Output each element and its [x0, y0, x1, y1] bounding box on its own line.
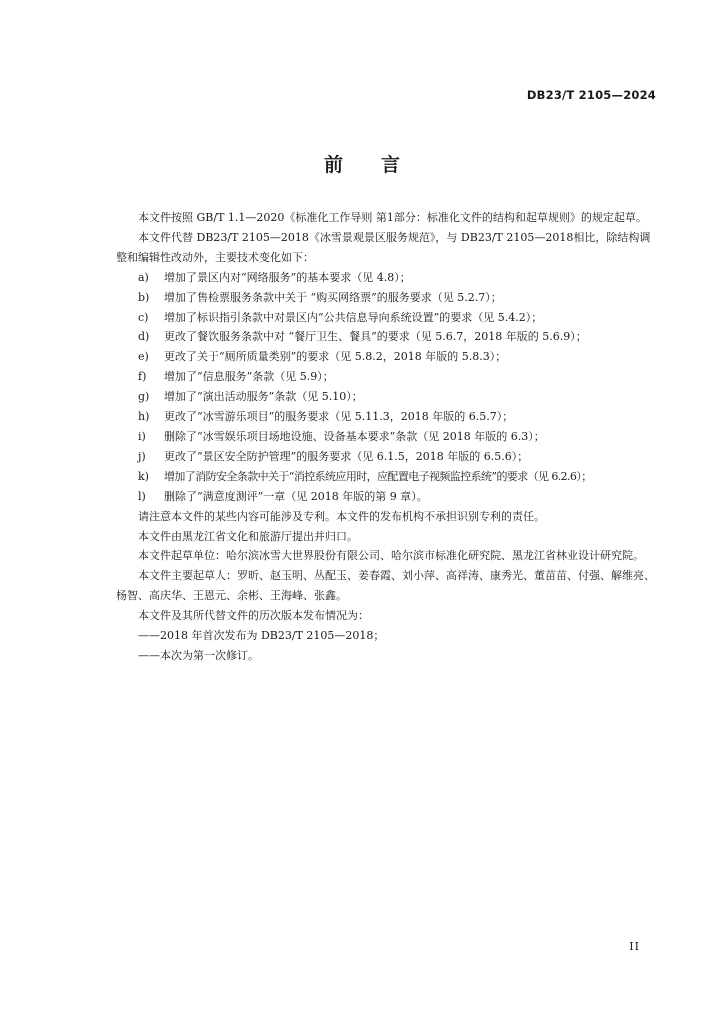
list-item: [116, 327, 656, 347]
list-item: [116, 387, 656, 407]
list-item-text: 删除了“满意度测评”一章（见 2018 年版的第 9 章）。: [164, 489, 428, 503]
list-item: [116, 268, 656, 288]
list-item-text: 增加了标识指引条款中对景区内“公共信息导向系统设置”的要求（见 5.4.2）；: [164, 310, 543, 324]
list-item: [116, 288, 656, 308]
history-intro: 本文件及其所代替文件的历次版本发布情况为：: [138, 609, 369, 623]
list-marker: f): [138, 370, 147, 384]
list-item-text: 增加了“演出活动服务”条款（见 5.10）；: [164, 390, 363, 404]
document-code: DB23/T 2105—2024: [526, 88, 656, 102]
intro-paragraph: 本文件按照 GB/T 1.1—2020《标准化工作导则 第1部分：标准化文件的结构和起草规则》的规定起草。: [138, 211, 647, 224]
list-item: [116, 308, 656, 328]
list-item: [116, 467, 656, 487]
changes-list: [116, 268, 656, 507]
drafting-units: 本文件起草单位：哈尔滨冰雪大世界股份有限公司、哈尔滨市标准化研究院、黑龙江省林业设计研究院。: [138, 549, 644, 563]
list-item: [116, 447, 656, 467]
list-item: [116, 347, 656, 367]
page-title: 前言: [323, 154, 438, 176]
history-item: ——本次为第一次修订。: [138, 648, 259, 662]
drafters: 本文件主要起草人：罗昕、赵玉明、丛配玉、姜春霞、刘小萍、高祥涛、康秀光、董苗苗、付强、解维亮、杨智、高庆华、王恩元、余彬、王海峰、张鑫。: [116, 569, 655, 603]
list-marker: a): [138, 270, 149, 284]
list-marker: e): [138, 350, 149, 364]
list-marker: g): [138, 390, 150, 404]
list-item-text: 更改了“冰雪游乐项目”的服务要求（见 5.11.3，2018 年版的 6.5.7）；: [164, 410, 514, 424]
list-marker: d): [138, 330, 150, 344]
list-item-text: 更改了关于“厕所质量类别”的要求（见 5.8.2，2018 年版的 5.8.3）；: [164, 350, 507, 364]
list-item: [116, 427, 656, 447]
list-marker: h): [138, 410, 150, 424]
intro-paragraph: 本文件代替 DB23/T 2105—2018《冰雪景观景区服务规范》，与 DB23/T 2105—2018相比，除结构调整和编辑性改动外，主要技术变化如下：: [116, 230, 651, 264]
list-marker: c): [138, 310, 149, 324]
list-marker: j): [138, 449, 146, 463]
list-item: [116, 487, 656, 507]
list-item-text: 增加了消防安全条款中关于“消控系统应用时，应配置电子视频监控系统”的要求（见 6.2.6）；: [164, 469, 592, 483]
proposer-paragraph: 本文件由黑龙江省文化和旅游厅提出并归口。: [138, 529, 358, 543]
list-item: [116, 407, 656, 427]
list-item-text: 增加了售检票服务条款中关于 “购买网络票”的服务要求（见 5.2.7）；: [164, 290, 502, 304]
list-marker: b): [138, 290, 150, 304]
list-item-text: 删除了“冰雪娱乐项目场地设施、设备基本要求”条款（见 2018 年版的 6.3）；: [164, 429, 545, 443]
list-marker: k): [138, 469, 149, 483]
list-item-text: 增加了“信息服务”条款（见 5.9）；: [164, 370, 334, 384]
patent-notice: 请注意本文件的某些内容可能涉及专利。本文件的发布机构不承担识别专利的责任。: [138, 509, 545, 523]
list-marker: i): [138, 429, 146, 443]
list-item-text: 增加了景区内对“网络服务”的基本要求（见 4.8）；: [164, 270, 411, 284]
foreword-body: [116, 208, 656, 666]
list-marker: l): [138, 489, 146, 503]
page-number: II: [629, 940, 640, 953]
list-item: [116, 367, 656, 387]
history-item: ——2018 年首次发布为 DB23/T 2105—2018；: [138, 629, 385, 643]
list-item-text: 更改了“景区安全防护管理”的服务要求（见 6.1.5，2018 年版的 6.5.6）；: [164, 449, 529, 463]
list-item-text: 更改了餐饮服务条款中对 “餐厅卫生、餐具”的要求（见 5.6.7，2018 年版的 5.6.9）；: [164, 330, 587, 344]
